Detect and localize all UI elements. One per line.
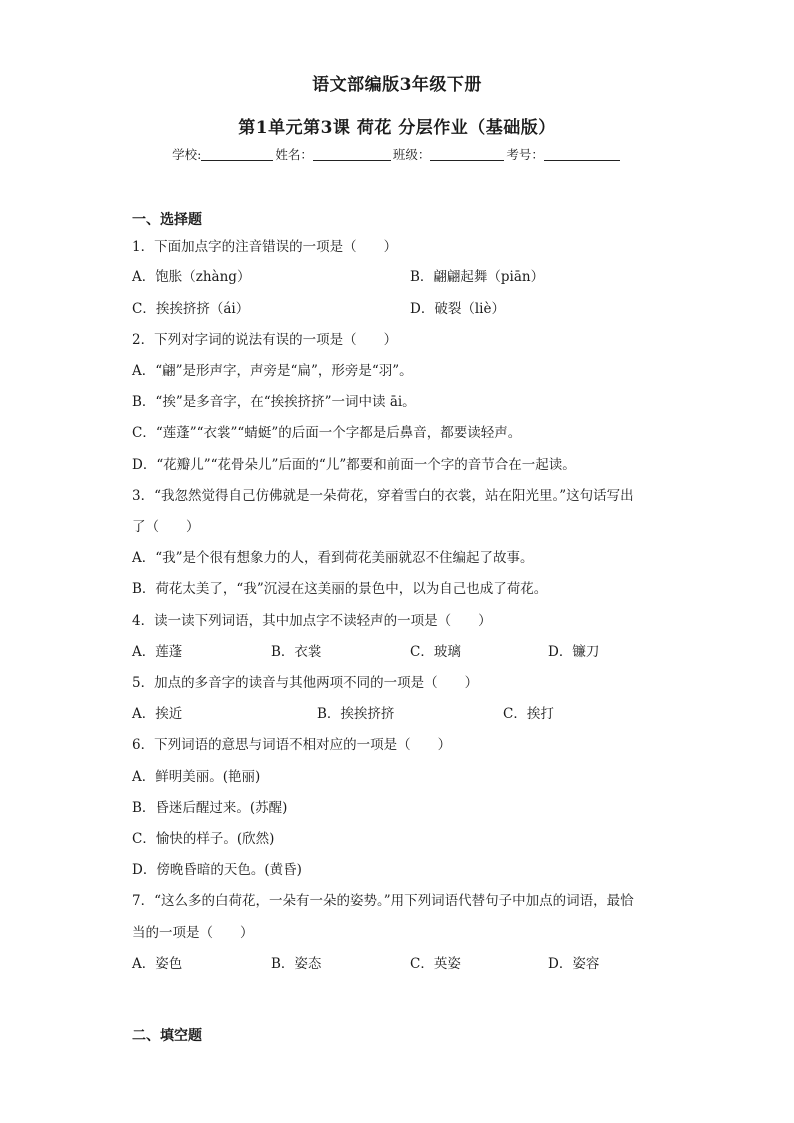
q4-option-d[interactable]: D．镰刀 xyxy=(548,644,600,660)
exam-number-label: 考号： xyxy=(506,147,544,162)
section-fill-title: 二、填空题 xyxy=(132,1028,202,1044)
document-subtitle: 第1单元第3课 荷花 分层作业（基础版） xyxy=(238,118,556,138)
q1-option-b[interactable]: B．翩翩起舞（piān） xyxy=(410,269,545,285)
section-choice-title: 一、选择题 xyxy=(132,212,202,228)
school-blank[interactable] xyxy=(201,147,273,161)
q4-option-c[interactable]: C．玻璃 xyxy=(410,644,461,660)
q6-option-a[interactable]: A．鲜明美丽。(艳丽) xyxy=(132,769,261,785)
q1-option-c[interactable]: C．挨挨挤挤（ái） xyxy=(132,301,250,317)
school-label: 学校: xyxy=(172,147,202,162)
q2-option-d[interactable]: D．“花瓣儿”“花骨朵儿”后面的“儿”都要和前面一个字的音节合在一起读。 xyxy=(132,457,576,473)
q3-option-a[interactable]: A．“我”是个很有想象力的人，看到荷花美丽就忍不住编起了故事。 xyxy=(132,550,534,566)
name-blank[interactable] xyxy=(313,147,391,161)
q7-option-c[interactable]: C．英姿 xyxy=(410,956,461,972)
q3-stem-line1: 3．“我忽然觉得自己仿佛就是一朵荷花，穿着雪白的衣裳，站在阳光里。”这句话写出 xyxy=(132,488,634,504)
q2-option-c[interactable]: C．“莲蓬”“衣裳”“蜻蜓”的后面一个字都是后鼻音，都要读轻声。 xyxy=(132,425,522,441)
q1-option-d[interactable]: D．破裂（liè） xyxy=(410,301,505,317)
q1-stem: 1．下面加点字的注音错误的一项是（ ） xyxy=(132,239,398,255)
q3-option-b[interactable]: B．荷花太美了，“我”沉浸在这美丽的景色中，以为自己也成了荷花。 xyxy=(132,581,548,597)
q4-option-b[interactable]: B．衣裳 xyxy=(271,644,322,660)
q5-option-b[interactable]: B．挨挨挤挤 xyxy=(317,706,395,722)
q2-option-b[interactable]: B．“挨”是多音字，在“挨挨挤挤”一词中读 āi。 xyxy=(132,394,416,410)
document-title: 语文部编版3年级下册 xyxy=(312,75,482,95)
q1-option-a[interactable]: A．饱胀（zhàng） xyxy=(132,269,251,285)
exam-number-blank[interactable] xyxy=(544,147,620,161)
q3-stem-line2: 了（ ） xyxy=(132,519,200,535)
q6-option-b[interactable]: B．昏迷后醒过来。(苏醒) xyxy=(132,800,288,816)
q4-option-a[interactable]: A．莲蓬 xyxy=(132,644,183,660)
q7-option-b[interactable]: B．姿态 xyxy=(271,956,322,972)
q6-option-d[interactable]: D．傍晚昏暗的天色。(黄昏) xyxy=(132,862,302,878)
q5-option-a[interactable]: A．挨近 xyxy=(132,706,183,722)
class-blank[interactable] xyxy=(430,147,504,161)
q6-stem: 6．下列词语的意思与词语不相对应的一项是（ ） xyxy=(132,737,452,753)
student-info-line xyxy=(0,145,794,163)
q7-option-a[interactable]: A．姿色 xyxy=(132,956,183,972)
q2-stem: 2．下列对字词的说法有误的一项是（ ） xyxy=(132,332,398,348)
q7-stem-line1: 7．“这么多的白荷花，一朵有一朵的姿势。”用下列词语代替句子中加点的词语，最恰 xyxy=(132,893,634,909)
q2-option-a[interactable]: A．“翩”是形声字，声旁是“扁”，形旁是“羽”。 xyxy=(132,363,413,379)
q7-stem-line2: 当的一项是（ ） xyxy=(132,925,254,941)
q6-option-c[interactable]: C．愉快的样子。(欣然) xyxy=(132,831,275,847)
q5-option-c[interactable]: C．挨打 xyxy=(503,706,554,722)
q5-stem: 5．加点的多音字的读音与其他两项不同的一项是（ ） xyxy=(132,675,479,691)
class-label: 班级： xyxy=(392,147,431,162)
q4-stem: 4．读一读下列词语，其中加点字不读轻声的一项是（ ） xyxy=(132,613,492,629)
name-label: 姓名： xyxy=(275,147,313,162)
q7-option-d[interactable]: D．姿容 xyxy=(548,956,600,972)
